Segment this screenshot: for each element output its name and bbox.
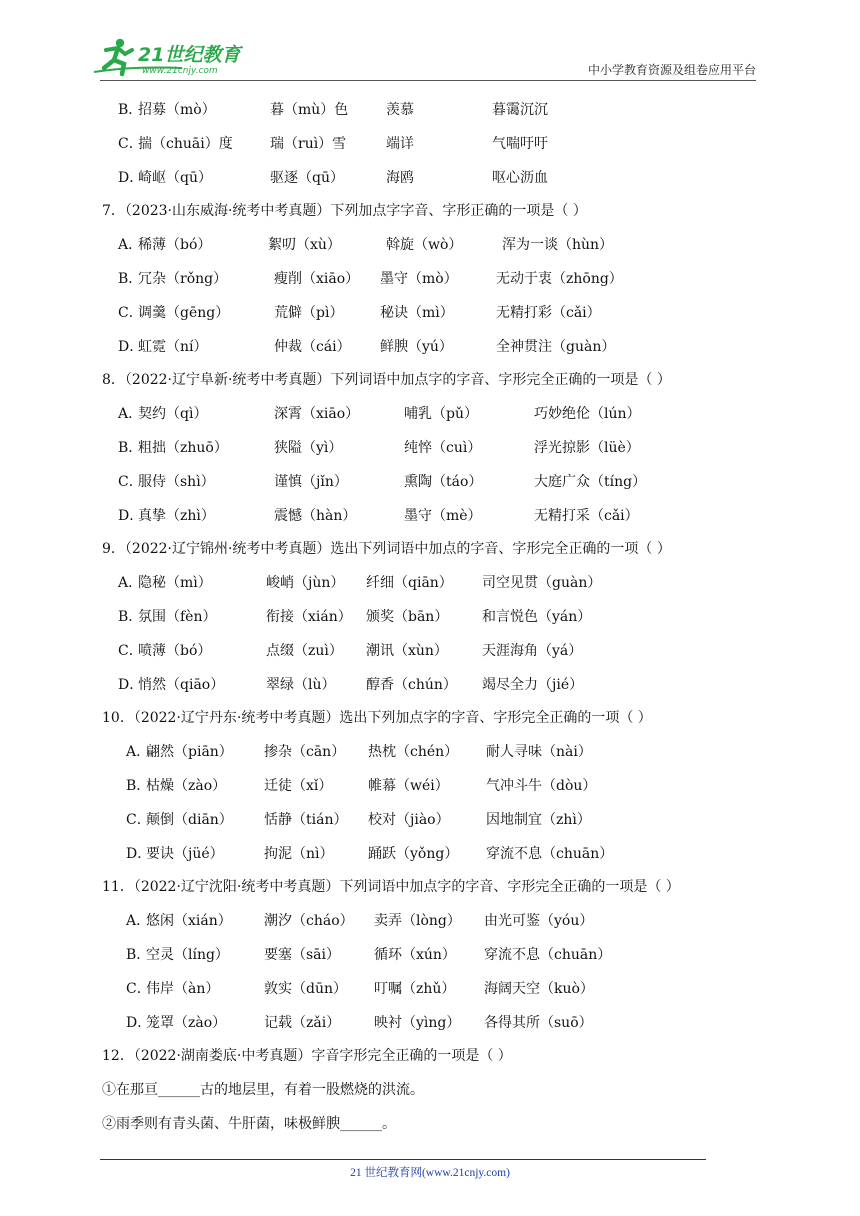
option-word: 无精打彩（cǎi） xyxy=(496,304,601,321)
answer-option xyxy=(96,432,756,466)
option-word: 端详 xyxy=(386,135,414,152)
option-word: 深霄（xiāo） xyxy=(274,406,360,423)
option-label: B． xyxy=(118,270,143,287)
option-word: 喷薄（bó） xyxy=(138,642,212,659)
option-word: 悄然（qiāo） xyxy=(138,676,225,693)
answer-option xyxy=(96,804,756,838)
option-word: 浑为一谈（hùn） xyxy=(502,237,614,254)
option-word: 无精打采（cǎi） xyxy=(534,507,639,524)
answer-option xyxy=(96,567,756,601)
option-word: 狭隘（yì） xyxy=(274,439,343,456)
option-word: 由光可鉴（yóu） xyxy=(484,913,594,930)
option-word: 暮霭沉沉 xyxy=(492,102,548,118)
option-word: 敦实（dūn） xyxy=(264,980,347,997)
option-word: 和言悦色（yán） xyxy=(482,608,592,625)
answer-option xyxy=(96,229,756,263)
question-stem: 11．（2022·辽宁沈阳·统考中考真题）下列词语中加点字的字音、字形完全正确的一项是（ ） xyxy=(102,879,680,896)
option-word: 虹霓（ní） xyxy=(138,338,208,355)
option-word: 墨守（mè） xyxy=(404,507,482,524)
option-word: 气喘吁吁 xyxy=(492,135,548,152)
option-label: B． xyxy=(126,946,151,963)
option-word: 颁奖（bān） xyxy=(366,608,449,625)
option-word: 稀薄（bó） xyxy=(138,237,212,254)
option-word: 海鸥 xyxy=(386,169,414,186)
option-label: D． xyxy=(118,507,144,524)
option-label: C． xyxy=(126,811,151,828)
option-word: 崎岖（qū） xyxy=(138,169,212,186)
option-word: 墨守（mò） xyxy=(380,270,458,287)
option-word: 潮讯（xùn） xyxy=(366,642,448,659)
option-word: 真挚（zhì） xyxy=(138,507,215,524)
option-word: 海阔天空（kuò） xyxy=(484,980,594,997)
option-word: 纯悴（cuì） xyxy=(404,439,482,456)
runner-logo-icon xyxy=(92,36,262,78)
option-label: B． xyxy=(118,608,143,625)
option-label: B． xyxy=(118,102,143,118)
option-word: 契约（qì） xyxy=(138,406,208,423)
option-word: 穿流不息（chuān） xyxy=(484,946,612,963)
option-word: 瑞（ruì）雪 xyxy=(270,135,347,152)
option-label: A． xyxy=(126,913,151,930)
answer-option xyxy=(96,398,756,432)
option-word: 呕心沥血 xyxy=(492,169,548,186)
option-word: 翠绿（lù） xyxy=(266,676,336,693)
option-label: A． xyxy=(118,237,143,254)
logo-url: www.21cnjy.com xyxy=(142,66,218,76)
header-divider xyxy=(100,80,756,81)
option-label: C． xyxy=(118,642,143,659)
option-label: D． xyxy=(118,169,144,186)
option-word: 全神贯注（guàn） xyxy=(496,338,616,355)
answer-option xyxy=(96,466,756,500)
option-word: 峻峭（jùn） xyxy=(266,575,345,592)
option-label: C． xyxy=(118,473,143,490)
page-header xyxy=(0,0,860,90)
answer-option xyxy=(96,601,756,635)
option-word: 震憾（hàn） xyxy=(274,507,357,524)
question-stem: 10．（2022·辽宁丹东·统考中考真题）选出下列加点字的字音、字形完全正确的一项（ ） xyxy=(102,710,652,727)
answer-option xyxy=(96,128,756,162)
option-word: 熏陶（táo） xyxy=(404,473,483,490)
option-word: 穿流不息（chuān） xyxy=(486,845,614,862)
option-word: 掺杂（cān） xyxy=(264,744,346,761)
answer-option xyxy=(96,736,756,770)
footer-divider xyxy=(100,1159,706,1160)
option-word: 荒僻（pì） xyxy=(274,304,344,321)
option-label: A． xyxy=(118,406,143,423)
question-content xyxy=(96,94,756,1142)
question-stem: 12．（2022·湖南娄底·中考真题）字音字形完全正确的一项是（ ） xyxy=(102,1048,512,1065)
question-sentence: ①在那亘______古的地层里，有着一股燃烧的洪流。 xyxy=(102,1082,424,1099)
option-word: 暮（mù）色 xyxy=(270,102,349,118)
option-word: 谨慎（jǐn） xyxy=(274,473,348,490)
option-label: D． xyxy=(126,845,152,862)
option-word: 调羹（gēng） xyxy=(138,304,230,321)
question-stem: 7．（2023·山东威海·统考中考真题）下列加点字字音、字形正确的一项是（ ） xyxy=(102,203,587,220)
option-word: 记载（zǎi） xyxy=(264,1014,341,1031)
option-word: 耐人寻味（nài） xyxy=(486,744,592,761)
option-word: 絮叨（xù） xyxy=(268,237,341,254)
question-sentence: ②雨季则有青头菌、牛肝菌，味极鲜腴______。 xyxy=(102,1115,396,1132)
footer-link[interactable]: 21 世纪教育网(www.21cnjy.com) xyxy=(350,1167,510,1179)
site-logo xyxy=(92,36,262,78)
option-word: 恬静（tián） xyxy=(264,811,348,828)
option-word: 隐秘（mì） xyxy=(138,575,212,592)
answer-option xyxy=(96,500,756,534)
option-word: 气冲斗牛（dòu） xyxy=(486,777,597,794)
option-word: 冗杂（rǒng） xyxy=(138,270,228,287)
option-word: 揣（chuāi）度 xyxy=(138,135,233,152)
option-word: 热枕（chén） xyxy=(368,744,459,761)
option-word: 哺乳（pǔ） xyxy=(404,406,478,423)
option-word: 仲裁（cái） xyxy=(274,338,351,355)
option-label: C． xyxy=(118,135,143,152)
answer-option xyxy=(96,838,756,872)
answer-option xyxy=(96,770,756,804)
answer-option xyxy=(96,905,756,939)
option-word: 司空见贯（guàn） xyxy=(482,575,602,592)
answer-option xyxy=(96,973,756,1007)
answer-option xyxy=(96,331,756,365)
option-word: 颠倒（diān） xyxy=(146,811,233,828)
option-word: 鲜腴（yú） xyxy=(380,338,453,355)
option-word: 要诀（jüé） xyxy=(146,845,224,862)
option-label: C． xyxy=(126,980,151,997)
option-word: 无动于衷（zhōng） xyxy=(496,270,623,287)
answer-option xyxy=(96,939,756,973)
option-word: 帷幕（wéi） xyxy=(368,777,449,794)
option-word: 斡旋（wò） xyxy=(386,237,463,254)
option-word: 醇香（chún） xyxy=(366,676,457,693)
option-word: 竭尽全力（jié） xyxy=(482,676,584,693)
logo-text: 21世纪教育 xyxy=(138,44,241,66)
option-word: 空灵（líng） xyxy=(146,946,229,963)
answer-option xyxy=(96,1007,756,1041)
option-word: 叮嘱（zhǔ） xyxy=(374,980,456,997)
option-word: 巧妙绝伦（lún） xyxy=(534,406,641,423)
option-label: D． xyxy=(118,338,144,355)
answer-option xyxy=(96,162,756,196)
option-word: 驱逐（qū） xyxy=(270,169,344,186)
option-word: 秘诀（mì） xyxy=(380,304,454,321)
answer-option xyxy=(96,669,756,703)
option-label: D． xyxy=(126,1014,152,1031)
option-word: 因地制宜（zhì） xyxy=(486,811,591,828)
option-word: 氛围（fèn） xyxy=(138,608,217,625)
option-label: C． xyxy=(118,304,143,321)
option-word: 循环（xún） xyxy=(374,946,456,963)
option-word: 纤细（qiān） xyxy=(366,575,453,592)
answer-option xyxy=(96,635,756,669)
platform-name: 中小学教育资源及组卷应用平台 xyxy=(587,63,756,77)
option-word: 悠闲（xián） xyxy=(146,913,232,930)
option-word: 潮汐（cháo） xyxy=(264,913,354,930)
option-word: 招募（mò） xyxy=(138,102,216,118)
question-stem: 9．（2022·辽宁锦州·统考中考真题）选出下列词语中加点的字音、字形完全正确的一项（ ） xyxy=(102,541,671,558)
option-word: 大庭广众（tíng） xyxy=(534,473,647,490)
option-word: 服侍（shì） xyxy=(138,473,215,490)
option-word: 卖弄（lòng） xyxy=(374,913,461,930)
answer-option xyxy=(96,94,756,128)
option-word: 天涯海角（yá） xyxy=(482,642,583,659)
option-word: 翩然（piān） xyxy=(146,744,233,761)
answer-option xyxy=(96,263,756,297)
option-word: 映衬（yìng） xyxy=(374,1014,461,1031)
option-word: 浮光掠影（lüè） xyxy=(534,439,640,456)
option-word: 瘦削（xiāo） xyxy=(274,270,360,287)
option-word: 粗拙（zhuō） xyxy=(138,439,228,456)
option-label: B． xyxy=(118,439,143,456)
option-word: 校对（jiào） xyxy=(368,811,450,828)
option-word: 迁徒（xǐ） xyxy=(264,777,333,794)
option-word: 羡慕 xyxy=(386,102,414,118)
option-word: 伟岸（àn） xyxy=(146,980,220,997)
option-word: 要塞（sāi） xyxy=(264,946,341,963)
option-label: B． xyxy=(126,777,151,794)
option-word: 各得其所（suō） xyxy=(484,1014,593,1031)
option-label: D． xyxy=(118,676,144,693)
option-word: 踊跃（yǒng） xyxy=(368,845,459,862)
option-word: 笼罩（zào） xyxy=(146,1014,227,1031)
option-label: A． xyxy=(118,575,143,592)
question-stem: 8．（2022·辽宁阜新·统考中考真题）下列词语中加点字的字音、字形完全正确的一项是（ ） xyxy=(102,372,671,389)
option-label: A． xyxy=(126,744,151,761)
option-word: 拘泥（nì） xyxy=(264,845,334,862)
option-word: 枯燥（zào） xyxy=(146,777,227,794)
option-word: 点缀（zuì） xyxy=(266,642,343,659)
answer-option xyxy=(96,297,756,331)
option-word: 衔接（xián） xyxy=(266,608,352,625)
